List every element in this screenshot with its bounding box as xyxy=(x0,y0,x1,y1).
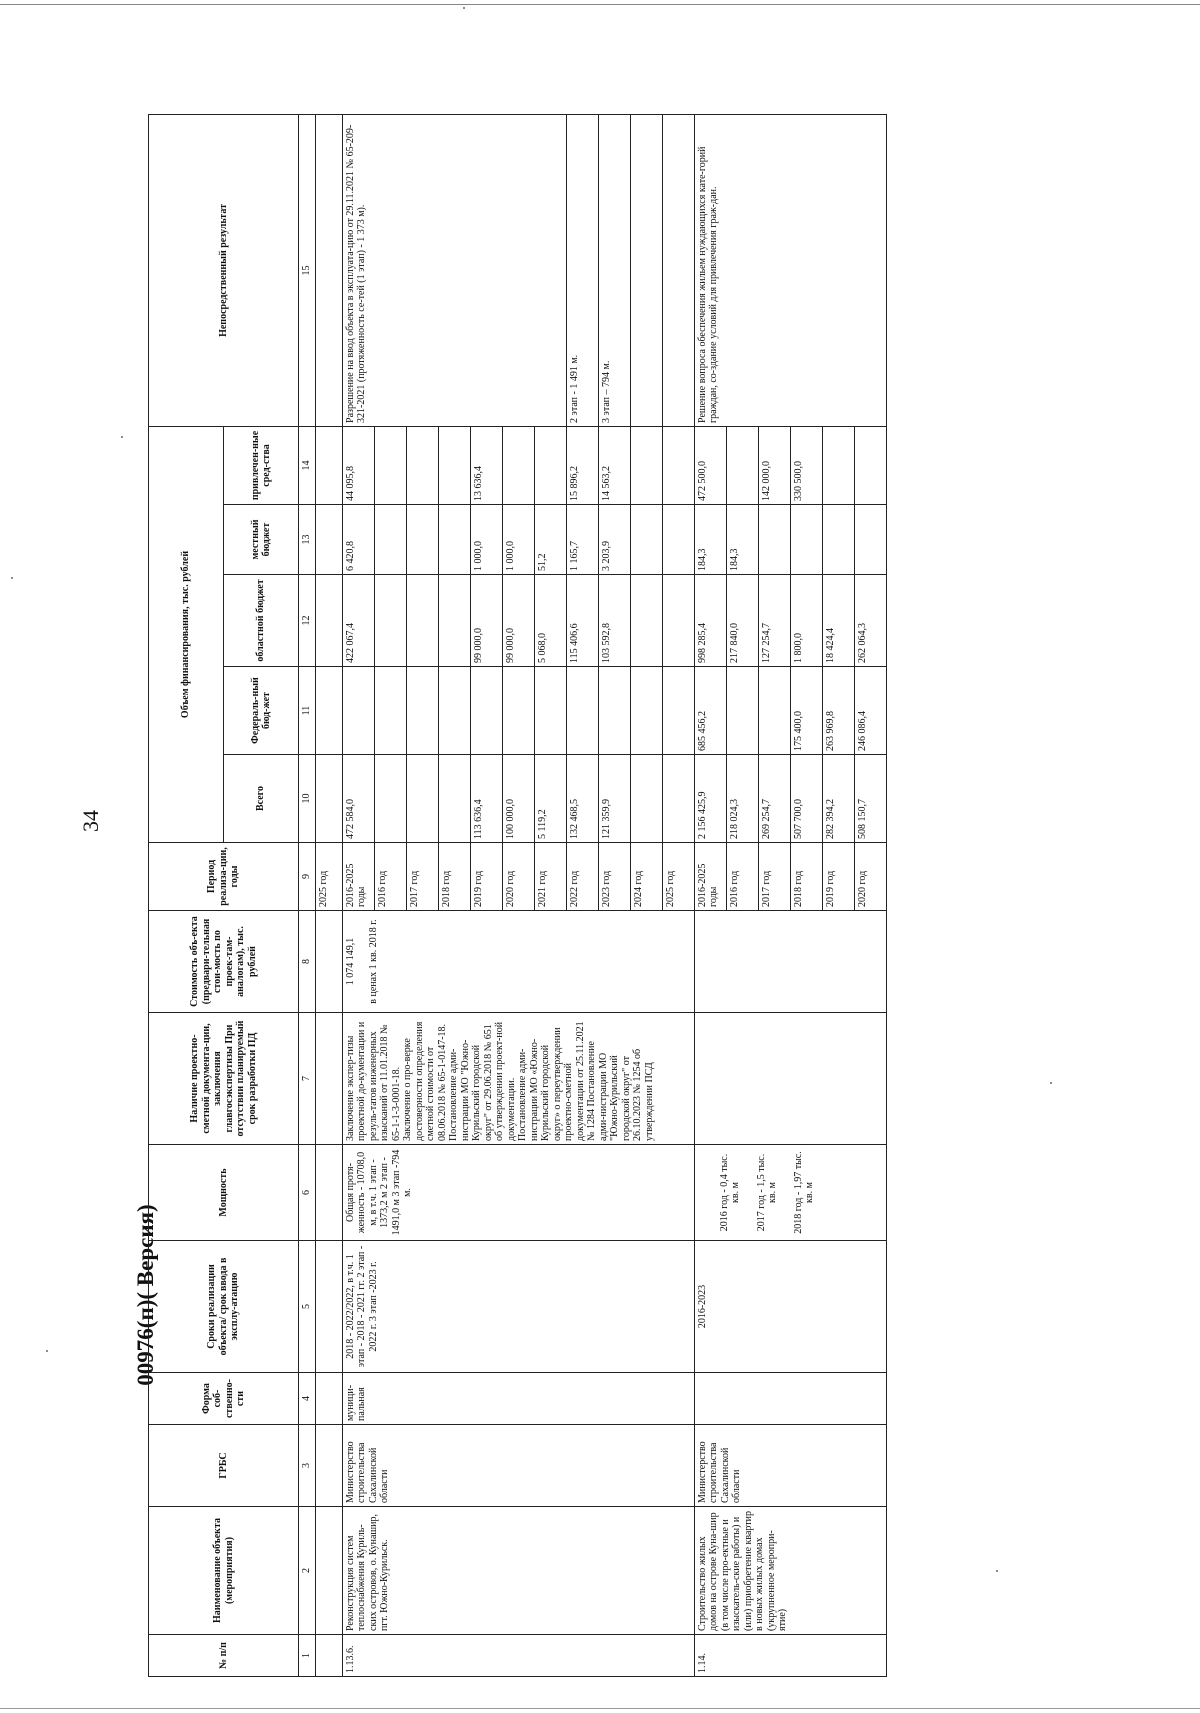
cost-cell xyxy=(342,911,694,1013)
total-cell xyxy=(438,755,470,843)
empty-cell xyxy=(315,1425,342,1507)
result-cell: 3 этап – 794 м. xyxy=(598,114,630,426)
local-cell xyxy=(758,505,790,575)
federal-cell xyxy=(438,667,470,755)
row-number: 1.14. xyxy=(694,1635,886,1677)
empty-cell xyxy=(315,1013,342,1145)
cost-value: 1 074 149,1 xyxy=(344,937,356,986)
header-result: Непосредственный результат xyxy=(149,114,299,426)
column-number-cell: 15 xyxy=(299,114,316,426)
local-cell xyxy=(630,505,662,575)
capacity-cell xyxy=(694,1145,886,1241)
attracted-cell xyxy=(662,426,694,504)
scan-speck xyxy=(996,1570,998,1572)
column-number-cell: 2 xyxy=(299,1507,316,1635)
federal-cell xyxy=(598,667,630,755)
federal-cell xyxy=(758,667,790,755)
local-cell xyxy=(822,505,854,575)
scan-speck xyxy=(46,1350,48,1352)
docs-cell: Заключение экспер-тизы проектной до-кументации и резуль-татов инженерных изысканий от 11.01.2018 № 65-1-1-3-0001-18. Заключение о про-верке достоверности определения сметной стоимости от 08.06.2018 № 65-1-0147-18. Постановление адми-нистрации МО "Южно-Курильский городской округ" от 29.06.2018 № 651 об утверждении проект-ной документации. Постановление адми-нистрации МО «Южно-Курильский городской округ» о переутверждении проектно-сметной документации от 25.11.2021 № 1284 Постановление адми-нистрации МО "Южно-Курильский городской округ" от 26.10.2023 № 1254 об утверждении ПСД xyxy=(342,1013,694,1145)
header-ownership: Форма соб-ственно-сти xyxy=(149,1373,299,1425)
total-cell: 113 636,4 xyxy=(470,755,502,843)
regional-cell: 99 000,0 xyxy=(502,575,534,667)
total-cell xyxy=(630,755,662,843)
table-row xyxy=(342,114,374,1676)
period-cell: 2020 год xyxy=(502,843,534,911)
grbs-cell: Министерство строительства Сахалинской области xyxy=(694,1425,886,1507)
header-capacity: Мощность xyxy=(149,1145,299,1241)
header-local: местный бюджет xyxy=(224,505,299,575)
header-terms: Сроки реализации объекта/ срок ввода в эксплу-атацию xyxy=(149,1241,299,1373)
federal-cell xyxy=(566,667,598,755)
local-cell: 184,3 xyxy=(694,505,726,575)
total-cell: 507 700,0 xyxy=(790,755,822,843)
attracted-cell: 142 000,0 xyxy=(758,426,790,504)
empty-cell xyxy=(315,1635,342,1677)
object-name: Реконструкция систем теплоснабжения Куриль-ских островов, о. Кунашир, пгт. Южно-Курильск. xyxy=(342,1507,694,1635)
local-cell xyxy=(662,505,694,575)
header-docs: Наличие проектно-сметной документа-ции, заключения главгосэкспертизы При отсутствии планируемый срок разработки ПД xyxy=(149,1013,299,1145)
capacity-cell: Общая протя-женность - 10708,0 м, в т.ч. 1 этап - 1373,2 м 2 этап - 1491,0 м 3 этап -794 м. xyxy=(342,1145,694,1241)
federal-cell xyxy=(534,667,566,755)
period-cell: 2016 год xyxy=(726,843,758,911)
local-cell: 3 203,9 xyxy=(598,505,630,575)
total-cell: 132 468,5 xyxy=(566,755,598,843)
regional-cell: 99 000,0 xyxy=(470,575,502,667)
federal-cell: 175 400,0 xyxy=(790,667,822,755)
local-cell xyxy=(854,505,886,575)
federal-cell: 246 086,4 xyxy=(854,667,886,755)
regional-cell: 262 064,3 xyxy=(854,575,886,667)
total-cell: 2 156 425,9 xyxy=(694,755,726,843)
header-name: Наименование объекта (мероприятия) xyxy=(149,1507,299,1635)
empty-cell xyxy=(315,1373,342,1425)
attracted-cell xyxy=(502,426,534,504)
period-cell: 2019 год xyxy=(822,843,854,911)
empty-cell xyxy=(315,426,342,504)
local-cell xyxy=(374,505,406,575)
regional-cell xyxy=(406,575,438,667)
total-cell xyxy=(662,755,694,843)
period-cell: 2017 год xyxy=(758,843,790,911)
rotated-table-container xyxy=(148,115,1070,1677)
header-regional: областной бюджет xyxy=(224,575,299,667)
attracted-cell xyxy=(406,426,438,504)
attracted-cell xyxy=(374,426,406,504)
scan-speck xyxy=(121,436,123,438)
local-cell: 184,3 xyxy=(726,505,758,575)
ownership-cell: муници-пальная xyxy=(342,1373,694,1425)
header-period: Период реализа-ции, годы xyxy=(149,843,299,911)
column-number-cell: 7 xyxy=(299,1013,316,1145)
header-funding-group: Объем финансирования, тыс. рублей xyxy=(149,426,224,842)
period-cell: 2024 год xyxy=(630,843,662,911)
regional-cell: 1 800,0 xyxy=(790,575,822,667)
period-cell: 2017 год xyxy=(406,843,438,911)
terms-cell: 2016-2023 xyxy=(694,1241,886,1373)
grbs-cell: Министерство строительства Сахалинской области xyxy=(342,1425,694,1507)
header-grbs: ГРБС xyxy=(149,1425,299,1507)
page-number: 34 xyxy=(78,810,103,832)
header-num: № п/п xyxy=(149,1635,299,1677)
scan-speck xyxy=(1050,1082,1052,1084)
attracted-cell xyxy=(630,426,662,504)
version-label: 00976(п)( Версия) xyxy=(133,1204,158,1386)
period-cell: 2025 год xyxy=(315,843,342,911)
column-number-cell: 6 xyxy=(299,1145,316,1241)
federal-cell xyxy=(374,667,406,755)
capacity-line: 2018 год - 1,97 тыс. кв. м xyxy=(792,1151,815,1234)
period-cell: 2020 год xyxy=(854,843,886,911)
column-number-cell: 4 xyxy=(299,1373,316,1425)
federal-cell xyxy=(406,667,438,755)
attracted-cell xyxy=(726,426,758,504)
regional-cell: 127 254,7 xyxy=(758,575,790,667)
total-cell: 5 119,2 xyxy=(534,755,566,843)
local-cell xyxy=(406,505,438,575)
local-cell: 1 165,7 xyxy=(566,505,598,575)
period-cell: 2021 год xyxy=(534,843,566,911)
column-number-cell: 13 xyxy=(299,505,316,575)
regional-cell xyxy=(630,575,662,667)
column-number-cell: 1 xyxy=(299,1635,316,1677)
column-number-cell: 14 xyxy=(299,426,316,504)
local-cell: 1 000,0 xyxy=(502,505,534,575)
regional-cell xyxy=(662,575,694,667)
empty-cell xyxy=(315,1241,342,1373)
federal-cell xyxy=(502,667,534,755)
period-cell: 2016-2025 годы xyxy=(342,843,374,911)
result-cell xyxy=(630,114,662,426)
local-cell: 6 420,8 xyxy=(342,505,374,575)
object-name: Строительство жилых домов на острове Куна-шир (в том числе про-ектные и изыскатель-ские работы) и (или) приобретение квартир в новых жилых домах (укрупненное меропри-ятие) xyxy=(694,1507,886,1635)
table-body xyxy=(299,114,887,1676)
total-cell: 472 584,0 xyxy=(342,755,374,843)
attracted-cell: 13 636,4 xyxy=(470,426,502,504)
regional-cell xyxy=(438,575,470,667)
period-cell: 2016-2025 годы xyxy=(694,843,726,911)
total-cell xyxy=(374,755,406,843)
period-cell: 2023 год xyxy=(598,843,630,911)
total-cell: 218 024,3 xyxy=(726,755,758,843)
empty-cell xyxy=(315,1145,342,1241)
regional-cell: 5 068,0 xyxy=(534,575,566,667)
federal-cell xyxy=(630,667,662,755)
total-cell: 282 394,2 xyxy=(822,755,854,843)
attracted-cell: 15 896,2 xyxy=(566,426,598,504)
regional-cell: 18 424,4 xyxy=(822,575,854,667)
total-cell: 121 359,9 xyxy=(598,755,630,843)
empty-cell xyxy=(315,114,342,426)
federal-cell xyxy=(342,667,374,755)
row-number: 1.13.6. xyxy=(342,1635,694,1677)
period-cell: 2019 год xyxy=(470,843,502,911)
column-number-cell: 8 xyxy=(299,911,316,1013)
total-cell: 508 150,7 xyxy=(854,755,886,843)
regional-cell: 217 840,0 xyxy=(726,575,758,667)
scan-top-edge xyxy=(0,4,1200,5)
header-cost: Стоимость объ-екта (предвари-тельная стои-мость по проек-там-аналогам), тыс. рублей xyxy=(149,911,299,1013)
cost-note: в ценах 1 кв. 2018 г. xyxy=(368,919,379,1004)
local-cell: 1 000,0 xyxy=(470,505,502,575)
scan-speck xyxy=(463,7,465,9)
capacity-line: 2016 год - 0,4 тыс. кв. м xyxy=(718,1153,741,1232)
federal-cell xyxy=(470,667,502,755)
result-cell: Решение вопроса обеспечения жильем нуждающихся кате-горий граждан, со-здание условий для привлечения граж-дан. xyxy=(694,114,886,426)
header-federal: Федераль-ный бюд-жет xyxy=(224,667,299,755)
column-number-cell: 5 xyxy=(299,1241,316,1373)
funding-table xyxy=(148,114,887,1677)
capacity-line: 2017 год - 1,5 тыс. кв. м xyxy=(755,1153,778,1232)
attracted-cell xyxy=(438,426,470,504)
scan-speck xyxy=(11,577,13,579)
attracted-cell xyxy=(854,426,886,504)
header-total: Всего xyxy=(224,755,299,843)
attracted-cell xyxy=(822,426,854,504)
table-row xyxy=(694,114,726,1676)
scan-bottom-edge xyxy=(0,1708,1200,1709)
result-cell: 2 этап - 1 491 м. xyxy=(566,114,598,426)
column-number-cell: 12 xyxy=(299,575,316,667)
local-cell xyxy=(790,505,822,575)
attracted-cell: 472 500,0 xyxy=(694,426,726,504)
attracted-cell: 44 095,8 xyxy=(342,426,374,504)
period-cell: 2022 год xyxy=(566,843,598,911)
column-number-cell: 9 xyxy=(299,843,316,911)
column-numbers-row xyxy=(299,114,316,1676)
empty-cell xyxy=(315,575,342,667)
cost-cell xyxy=(694,911,886,1013)
empty-cell xyxy=(315,911,342,1013)
empty-cell xyxy=(315,667,342,755)
period-cell: 2018 год xyxy=(438,843,470,911)
header-attracted: привлечен-ные сред-ства xyxy=(224,426,299,504)
empty-cell xyxy=(315,1507,342,1635)
ownership-cell xyxy=(694,1373,886,1425)
regional-cell: 115 406,6 xyxy=(566,575,598,667)
column-number-cell: 10 xyxy=(299,755,316,843)
empty-cell xyxy=(315,755,342,843)
period-cell: 2018 год xyxy=(790,843,822,911)
result-cell: Разрешение на ввод объекта в эксплуата-цию от 29.11.2021 № 65-209-321-2021 (протяженность се-тей (1 этап) - 1 373 м). xyxy=(342,114,566,426)
empty-cell xyxy=(315,505,342,575)
attracted-cell xyxy=(534,426,566,504)
header-row xyxy=(149,114,224,1676)
attracted-cell: 14 563,2 xyxy=(598,426,630,504)
result-cell xyxy=(662,114,694,426)
period-cell: 2025 год xyxy=(662,843,694,911)
federal-cell: 685 456,2 xyxy=(694,667,726,755)
column-number-cell: 11 xyxy=(299,667,316,755)
federal-cell xyxy=(726,667,758,755)
column-number-cell: 3 xyxy=(299,1425,316,1507)
federal-cell xyxy=(662,667,694,755)
docs-cell xyxy=(694,1013,886,1145)
federal-cell: 263 969,8 xyxy=(822,667,854,755)
regional-cell: 998 285,4 xyxy=(694,575,726,667)
total-cell: 100 000,0 xyxy=(502,755,534,843)
local-cell: 51,2 xyxy=(534,505,566,575)
terms-cell: 2018 - 2022/2022, в т.ч. 1 этап - 2018 - 2021 гг. 2 этап - 2022 г. 3 этап -2023 г. xyxy=(342,1241,694,1373)
attracted-cell: 330 500,0 xyxy=(790,426,822,504)
total-cell xyxy=(406,755,438,843)
regional-cell xyxy=(374,575,406,667)
local-cell xyxy=(438,505,470,575)
table-row xyxy=(315,114,342,1676)
regional-cell: 422 067,4 xyxy=(342,575,374,667)
regional-cell: 103 592,8 xyxy=(598,575,630,667)
total-cell: 269 254,7 xyxy=(758,755,790,843)
period-cell: 2016 год xyxy=(374,843,406,911)
